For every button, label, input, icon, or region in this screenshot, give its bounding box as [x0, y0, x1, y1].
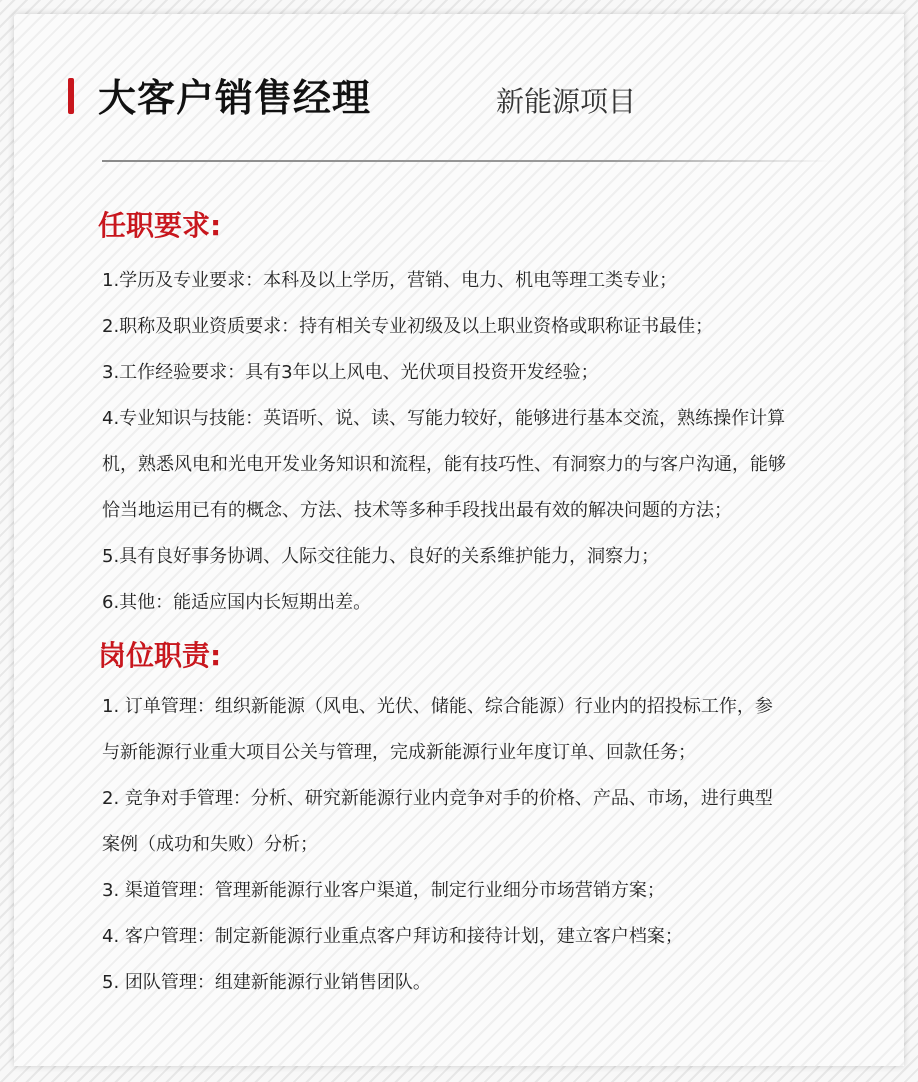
duties-list	[102, 684, 872, 1006]
duty-line: 3. 渠道管理：管理新能源行业客户渠道，制定行业细分市场营销方案；	[102, 880, 665, 901]
requirement-line: 6.其他：能适应国内长短期出差。	[102, 592, 372, 613]
page-subtitle: 新能源项目	[496, 85, 637, 118]
requirement-line: 恰当地运用已有的概念、方法、技术等多种手段找出最有效的解决问题的方法；	[102, 500, 732, 521]
duty-line: 1. 订单管理：组织新能源（风电、光伏、储能、综合能源）行业内的招投标工作，参	[102, 696, 773, 717]
requirement-line: 2.职称及职业资质要求：持有相关专业初级及以上职业资格或职称证书最佳；	[102, 316, 714, 337]
header-divider	[102, 160, 832, 162]
requirements-list	[102, 258, 872, 626]
requirement-line: 4.专业知识与技能：英语听、说、读、写能力较好，能够进行基本交流，熟练操作计算	[102, 408, 786, 429]
requirements-title: 任职要求:	[98, 209, 222, 242]
job-card	[14, 14, 904, 1066]
page-title: 大客户销售经理	[98, 76, 372, 120]
title-accent-bar	[68, 78, 74, 114]
duty-line: 与新能源行业重大项目公关与管理，完成新能源行业年度订单、回款任务；	[102, 742, 696, 763]
duties-title: 岗位职责:	[98, 639, 222, 672]
duty-line: 5. 团队管理：组建新能源行业销售团队。	[102, 972, 431, 993]
requirement-line: 1.学历及专业要求：本科及以上学历，营销、电力、机电等理工类专业；	[102, 270, 678, 291]
duty-line: 案例（成功和失败）分析；	[102, 834, 318, 855]
requirement-line: 5.具有良好事务协调、人际交往能力、良好的关系维护能力，洞察力；	[102, 546, 660, 567]
header	[14, 14, 904, 164]
duty-line: 4. 客户管理：制定新能源行业重点客户拜访和接待计划，建立客户档案；	[102, 926, 683, 947]
requirement-line: 3.工作经验要求：具有3年以上风电、光伏项目投资开发经验；	[102, 362, 599, 383]
duty-line: 2. 竞争对手管理：分析、研究新能源行业内竞争对手的价格、产品、市场，进行典型	[102, 788, 773, 809]
requirement-line: 机，熟悉风电和光电开发业务知识和流程，能有技巧性、有洞察力的与客户沟通，能够	[102, 454, 786, 475]
